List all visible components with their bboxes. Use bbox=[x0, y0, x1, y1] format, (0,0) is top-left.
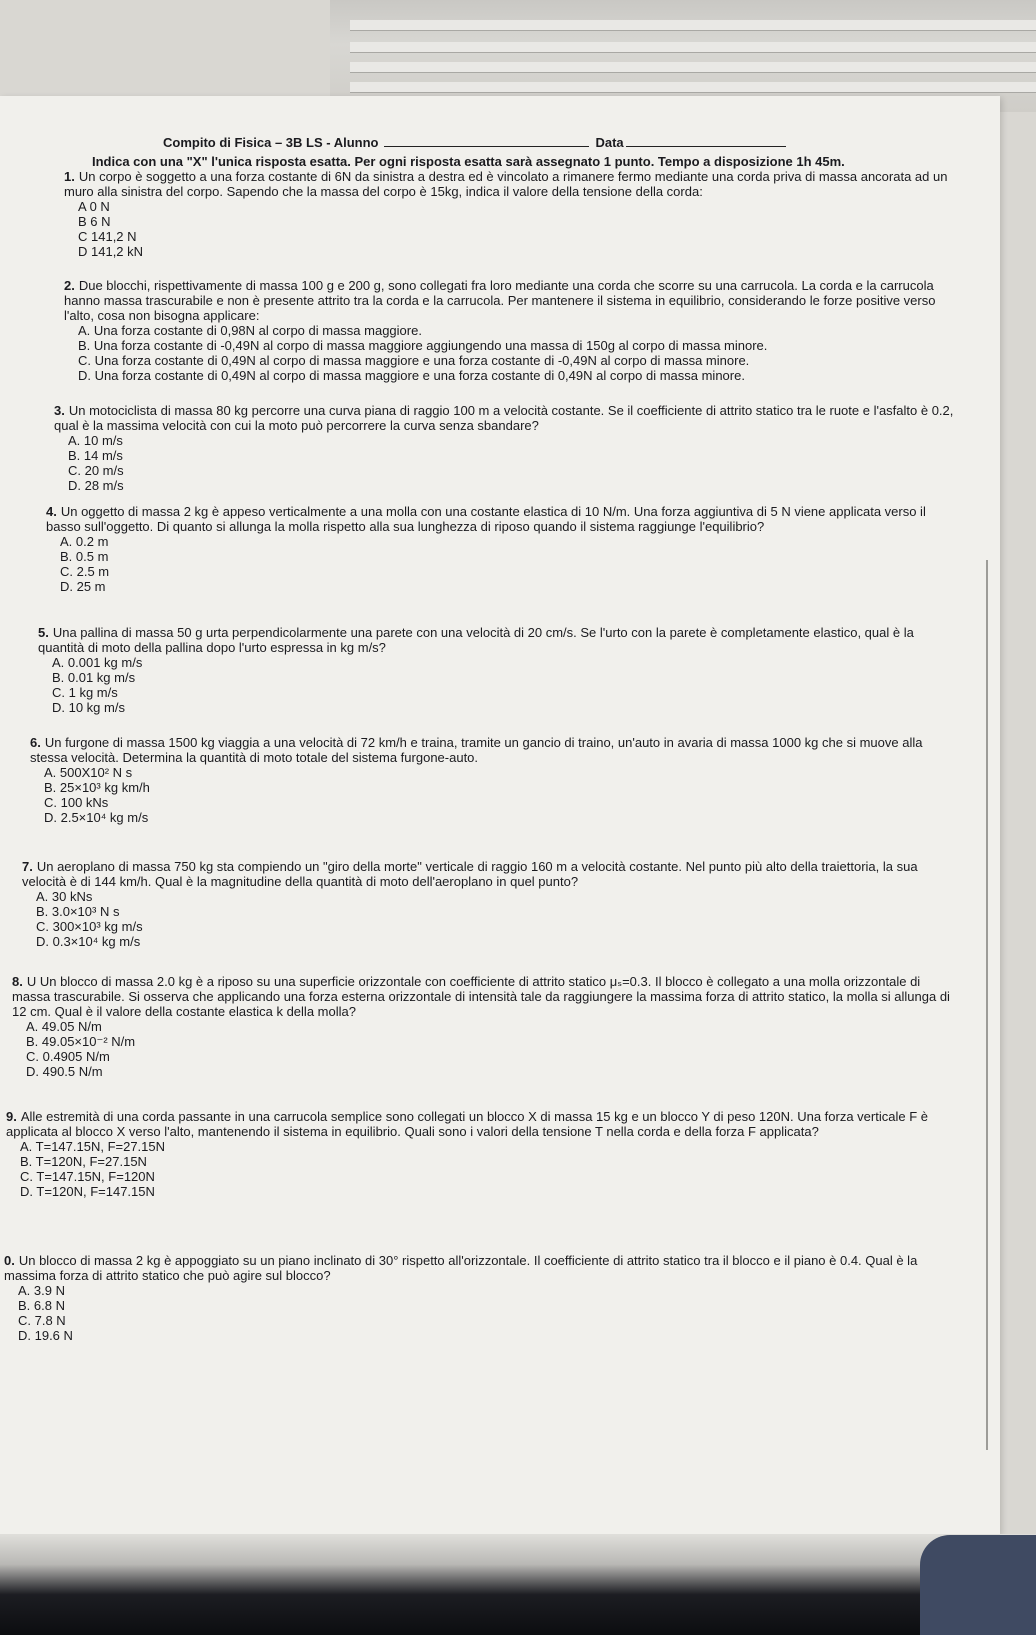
option-a[interactable]: A. 49.05 N/m bbox=[26, 1019, 102, 1034]
date-field[interactable] bbox=[626, 146, 786, 147]
question-number: 7. bbox=[22, 859, 33, 874]
option-b[interactable]: B. Una forza costante di -0,49N al corpo di massa maggiore aggiungendo una massa di 150g al corpo di massa minore. bbox=[78, 338, 768, 353]
question-8 bbox=[12, 974, 962, 1079]
option-c[interactable]: C. 7.8 N bbox=[18, 1313, 66, 1328]
option-c[interactable]: C. 100 kNs bbox=[44, 795, 109, 810]
question-text: Due blocchi, rispettivamente di massa 100 g e 200 g, sono collegati fra loro mediante una corda che scorre su una carrucola. La corda e la carrucola hanno massa trascurabile e non è presente attrito tra la corda e la carrucola. Per mantenere il sistema in equilibrio, considerando le forze positive verso l'alto, cosa non bisogna applicare: bbox=[64, 278, 936, 323]
exam-title: Compito di Fisica – 3B LS - Alunno bbox=[163, 135, 379, 150]
question-number: 4. bbox=[46, 504, 57, 519]
option-b[interactable]: B. 0.01 kg m/s bbox=[52, 670, 136, 685]
option-b[interactable]: B. 14 m/s bbox=[68, 448, 123, 463]
option-b[interactable]: B. 0.5 m bbox=[60, 549, 109, 564]
option-a[interactable]: A. 10 m/s bbox=[68, 433, 123, 448]
question-2 bbox=[64, 278, 944, 383]
option-c[interactable]: C 141,2 N bbox=[78, 229, 137, 244]
question-9 bbox=[6, 1109, 966, 1199]
exam-header bbox=[163, 135, 786, 150]
question-number: 5. bbox=[38, 625, 49, 640]
instructions: Indica con una "X" l'unica risposta esatta. Per ogni risposta esatta sarà assegnato 1 punto. Tempo a disposizione 1h 45m. bbox=[92, 154, 845, 169]
question-10 bbox=[4, 1253, 964, 1343]
option-d[interactable]: D. 2.5×10⁴ kg m/s bbox=[44, 810, 149, 825]
option-d[interactable]: D. 0.3×10⁴ kg m/s bbox=[36, 934, 141, 949]
background-object bbox=[920, 1535, 1036, 1635]
question-number: 2. bbox=[64, 278, 75, 293]
question-number: 3. bbox=[54, 403, 65, 418]
option-a[interactable]: A. 0.001 kg m/s bbox=[52, 655, 143, 670]
question-number: 9. bbox=[6, 1109, 17, 1124]
option-c[interactable]: C. 20 m/s bbox=[68, 463, 124, 478]
question-text: Un blocco di massa 2 kg è appoggiato su un piano inclinato di 30° rispetto all'orizzontale. Il coefficiente di attrito statico tra il blocco e il piano è 0.4. Qual è la massima forza di attrito statico che può agire sul blocco? bbox=[4, 1253, 918, 1283]
option-d[interactable]: D. 490.5 N/m bbox=[26, 1064, 103, 1079]
option-d[interactable]: D. 19.6 N bbox=[18, 1328, 73, 1343]
question-text: Un oggetto di massa 2 kg è appeso verticalmente a una molla con una costante elastica di 10 N/m. Una forza aggiuntiva di 5 N viene applicata verso il basso sull'oggetto. Di quanto si allunga la molla rispetto alla sua lunghezza di riposo quando il sistema raggiunge l'equilibrio? bbox=[46, 504, 926, 534]
question-1 bbox=[64, 169, 964, 259]
option-a[interactable]: A. 3.9 N bbox=[18, 1283, 65, 1298]
option-a[interactable]: A. 500X10² N s bbox=[44, 765, 133, 780]
question-text: Un corpo è soggetto a una forza costante di 6N da sinistra a destra ed è vincolato a rimanere fermo mediante una corda priva di massa ancorata ad un muro alla sinistra del corpo. Sapendo che la massa del corpo è 15kg, indica il valore della tensione della corda: bbox=[64, 169, 948, 199]
option-b[interactable]: B. T=120N, F=27.15N bbox=[20, 1154, 147, 1169]
option-a[interactable]: A. T=147.15N, F=27.15N bbox=[20, 1139, 166, 1154]
option-c[interactable]: C. Una forza costante di 0,49N al corpo di massa maggiore e una forza costante di -0,49N al corpo di massa minore. bbox=[78, 353, 750, 368]
table-surface bbox=[0, 1534, 1036, 1635]
student-name-field[interactable] bbox=[384, 146, 589, 147]
question-number: 6. bbox=[30, 735, 41, 750]
question-text: Un furgone di massa 1500 kg viaggia a una velocità di 72 km/h e traina, tramite un gancio di traino, un'auto in avaria di massa 1000 kg che si muove alla stessa velocità. Determina la quantità di moto totale del sistema furgone-auto. bbox=[30, 735, 923, 765]
paper-edge bbox=[986, 560, 988, 1450]
option-a[interactable]: A. 30 kNs bbox=[36, 889, 93, 904]
question-text: Alle estremità di una corda passante in una carrucola semplice sono collegati un blocco X di massa 15 kg e un blocco Y di peso 120N. Una forza verticale F è applicata al blocco X verso l'alto, mantenendo il sistema in equilibrio. Quali sono i valori della tensione T nella corda e della forza F applicata? bbox=[6, 1109, 928, 1139]
option-a[interactable]: A. Una forza costante di 0,98N al corpo di massa maggiore. bbox=[78, 323, 422, 338]
option-d[interactable]: D. 28 m/s bbox=[68, 478, 124, 493]
question-5 bbox=[38, 625, 958, 715]
question-number: 8. bbox=[12, 974, 23, 989]
option-c[interactable]: C. 0.4905 N/m bbox=[26, 1049, 110, 1064]
question-text: Una pallina di massa 50 g urta perpendicolarmente una parete con una velocità di 20 cm/s. Se l'urto con la parete è completamente elastico, qual è la quantità di moto della pallina dopo l'urto espressa in kg m/s? bbox=[38, 625, 914, 655]
question-text: U Un blocco di massa 2.0 kg è a riposo su una superficie orizzontale con coefficiente di attrito statico μₛ=0.3. Il blocco è collegato a una molla orizzontale di massa trascurabile. Si osserva che applicando una forza esterna orizzontale di intensità tale da raggiungere la massima forza di attrito statico, la molla si allunga di 12 cm. Qual è il valore della costante elastica k della molla? bbox=[12, 974, 950, 1019]
option-a[interactable]: A. 0.2 m bbox=[60, 534, 109, 549]
option-c[interactable]: C. 2.5 m bbox=[60, 564, 110, 579]
option-d[interactable]: D. 25 m bbox=[60, 579, 106, 594]
option-a[interactable]: A 0 N bbox=[78, 199, 110, 214]
option-d[interactable]: D. T=120N, F=147.15N bbox=[20, 1184, 155, 1199]
option-c[interactable]: C. 300×10³ kg m/s bbox=[36, 919, 143, 934]
option-b[interactable]: B. 49.05×10⁻² N/m bbox=[26, 1034, 136, 1049]
question-text: Un motociclista di massa 80 kg percorre una curva piana di raggio 100 m a velocità costante. Se il coefficiente di attrito statico tra le ruote e l'asfalto è 0.2, qual è la massima velocità con cui la moto può percorrere la curva senza sbandare? bbox=[54, 403, 954, 433]
option-d[interactable]: D 141,2 kN bbox=[78, 244, 144, 259]
question-6 bbox=[30, 735, 960, 825]
option-b[interactable]: B. 6.8 N bbox=[18, 1298, 65, 1313]
question-text: Un aeroplano di massa 750 kg sta compiendo un "giro della morte" verticale di raggio 160 m a velocità costante. Nel punto più alto della traiettoria, la sua velocità è di 144 km/h. Qual è la magnitudine della quantità di moto dell'aeroplano in quel punto? bbox=[22, 859, 918, 889]
option-b[interactable]: B. 25×10³ kg km/h bbox=[44, 780, 150, 795]
option-b[interactable]: B 6 N bbox=[78, 214, 111, 229]
date-label: Data bbox=[595, 135, 624, 150]
question-4 bbox=[46, 504, 956, 594]
option-b[interactable]: B. 3.0×10³ N s bbox=[36, 904, 120, 919]
question-7 bbox=[22, 859, 962, 949]
question-number: 1. bbox=[64, 169, 75, 184]
question-3 bbox=[54, 403, 954, 493]
option-c[interactable]: C. T=147.15N, F=120N bbox=[20, 1169, 155, 1184]
option-d[interactable]: D. Una forza costante di 0,49N al corpo di massa maggiore e una forza costante di 0,49N al corpo di massa minore. bbox=[78, 368, 745, 383]
question-number: 0. bbox=[4, 1253, 15, 1268]
option-d[interactable]: D. 10 kg m/s bbox=[52, 700, 125, 715]
option-c[interactable]: C. 1 kg m/s bbox=[52, 685, 118, 700]
